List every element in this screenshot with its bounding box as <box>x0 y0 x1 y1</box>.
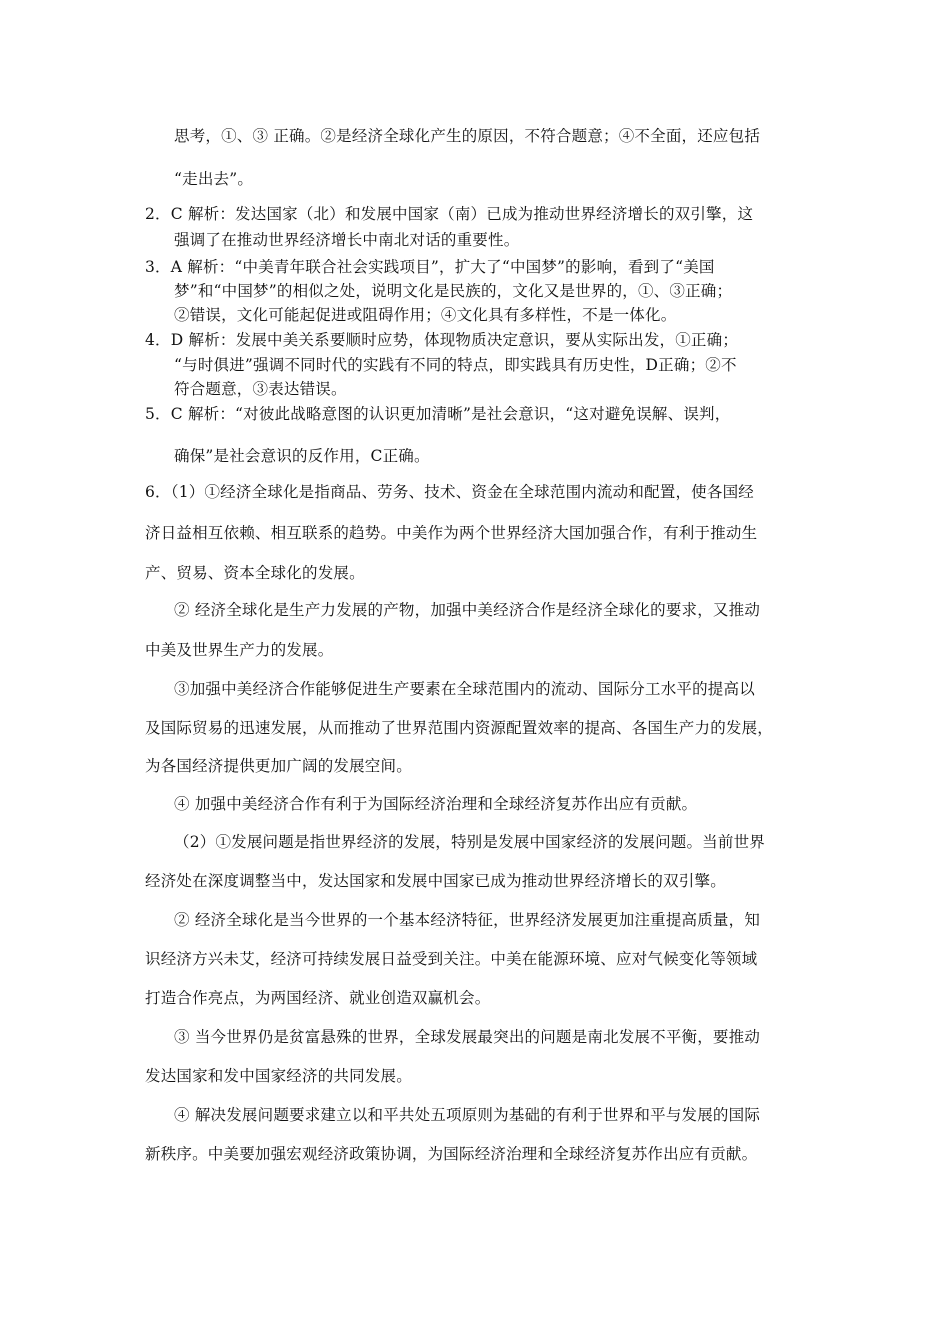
text-line: 4．D 解析：发展中美关系要顺时应势，体现物质决定意识，要从实际出发，①正确； <box>145 331 739 349</box>
text-line: 产、贸易、资本全球化的发展。 <box>145 564 365 582</box>
text-line: 经济处在深度调整当中，发达国家和发展中国家已成为推动世界经济增长的双引擎。 <box>145 872 726 890</box>
text-line: ③ 当今世界仍是贫富悬殊的世界，全球发展最突出的问题是南北发展不平衡，要推动 <box>174 1028 761 1046</box>
text-line: ④ 解决发展问题要求建立以和平共处五项原则为基础的有利于世界和平与发展的国际 <box>174 1106 761 1124</box>
text-line: 3．A 解析：“中美青年联合社会实践项目”，扩大了“中国梦”的影响，看到了“美国 <box>145 258 715 276</box>
text-line: 5．C 解析：“对彼此战略意图的认识更加清晰”是社会意识，“这对避免误解、误判， <box>145 405 731 423</box>
text-line: ②错误，文化可能起促进或阻碍作用；④文化具有多样性，不是一体化。 <box>174 306 677 324</box>
text-line: 新秩序。中美要加强宏观经济政策协调，为国际经济治理和全球经济复苏作出应有贡献。 <box>145 1145 758 1163</box>
text-line: 为各国经济提供更加广阔的发展空间。 <box>145 757 412 775</box>
text-line: 梦”和“中国梦”的相似之处，说明文化是民族的，文化又是世界的，①、③正确； <box>174 282 733 300</box>
text-line: 中美及世界生产力的发展。 <box>145 641 334 659</box>
text-line: ④ 加强中美经济合作有利于为国际经济治理和全球经济复苏作出应有贡献。 <box>174 795 698 813</box>
text-line: 济日益相互依赖、相互联系的趋势。中美作为两个世界经济大国加强合作，有利于推动生 <box>145 524 758 542</box>
text-line: ② 经济全球化是当今世界的一个基本经济特征，世界经济发展更加注重提高质量，知 <box>174 911 761 929</box>
text-line: 2．C 解析：发达国家（北）和发展中国家（南）已成为推动世界经济增长的双引擎，这 <box>145 205 754 223</box>
text-line: 识经济方兴未艾，经济可持续发展日益受到关注。中美在能源环境、应对气候变化等领域 <box>145 950 758 968</box>
text-line: “走出去”。 <box>174 170 254 188</box>
text-line: 打造合作亮点，为两国经济、就业创造双赢机会。 <box>145 989 491 1007</box>
text-line: 确保”是社会意识的反作用，C正确。 <box>174 447 430 465</box>
text-line: （2）①发展问题是指世界经济的发展，特别是发展中国家经济的发展问题。当前世界 <box>174 833 765 851</box>
text-line: ② 经济全球化是生产力发展的产物，加强中美经济合作是经济全球化的要求，又推动 <box>174 601 761 619</box>
text-line: 发达国家和发中国家经济的共同发展。 <box>145 1067 412 1085</box>
text-line: ③加强中美经济合作能够促进生产要素在全球范围内的流动、国际分工水平的提高以 <box>174 680 755 698</box>
text-line: 6．（1）①经济全球化是指商品、劳务、技术、资金在全球范围内流动和配置，使各国经 <box>145 483 754 501</box>
text-line: 强调了在推动世界经济增长中南北对话的重要性。 <box>174 231 520 249</box>
text-line: 思考，①、③ 正确。②是经济全球化产生的原因，不符合题意；④不全面，还应包括 <box>174 127 761 145</box>
text-line: 及国际贸易的迅速发展，从而推动了世界范围内资源配置效率的提高、各国生产力的发展， <box>145 719 774 737</box>
text-line: 符合题意，③表达错误。 <box>174 380 347 398</box>
text-line: “与时俱进”强调不同时代的实践有不同的特点，即实践具有历史性，D正确；②不 <box>174 356 737 374</box>
